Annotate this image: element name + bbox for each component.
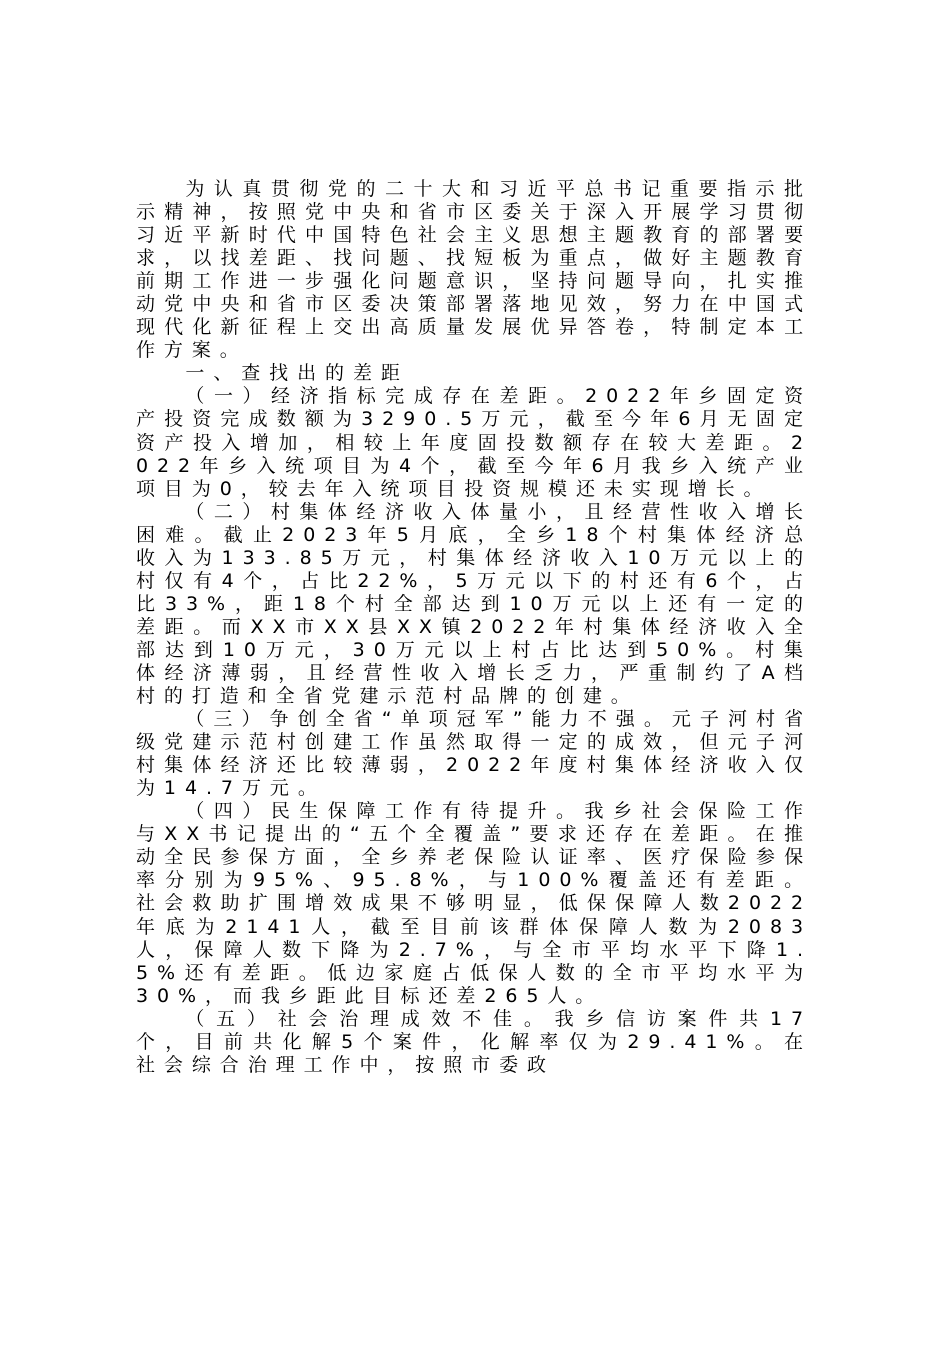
paragraph-single-champion: （三）争创全省“单项冠军”能力不强。元子河村省级党建示范村创建工作虽然取得一定的成效，但元子河村集体经济还比较薄弱，2022年度村集体经济收入仅为14.7万元。: [136, 708, 812, 800]
paragraph-economic-indicators: （一）经济指标完成存在差距。2022年乡固定资产投资完成数额为3290.5万元，截至今年6月无固定资产投入增加，相较上年度固投数额存在较大差距。2022年乡入统项目为4个，截至今年6月我乡入统产业项目为0，较去年入统项目投资规模还未实现增长。: [136, 385, 812, 500]
section-heading: 一、查找出的差距: [185, 362, 409, 385]
intro-paragraph: 为认真贯彻党的二十大和习近平总书记重要指示批示精神，按照党中央和省市区委关于深入开展学习贯彻习近平新时代中国特色社会主义思想主题教育的部署要求，以找差距、找问题、找短板为重点，做好主题教育前期工作进一步强化问题意识，坚持问题导向，扎实推动党中央和省市区委决策部署落地见效，努力在中国式现代化新征程上交出高质量发展优异答卷，特制定本工作方案。: [136, 178, 812, 362]
paragraph-village-economy: （二）村集体经济收入体量小，且经营性收入增长困难。截止2023年5月底，全乡18个村集体经济总收入为133.85万元，村集体经济收入10万元以上的村仅有4个，占比22%，5万元以下的村还有6个，占比33%，距18个村全部达到10万元以上还有一定的差距。而XX市XX县XX镇2022年村集体经济收入全部达到10万元，30万元以上村占比达到50%。村集体经济薄弱，且经营性收入增长乏力，严重制约了A档村的打造和全省党建示范村品牌的创建。: [136, 500, 812, 708]
document-body: [136, 178, 812, 1077]
paragraph-livelihood: （四）民生保障工作有待提升。我乡社会保险工作与XX书记提出的“五个全覆盖”要求还存在差距。在推动全民参保方面，全乡养老保险认证率、医疗保险参保率分别为95%、95.8%，与100%覆盖还有差距。社会救助扩围增效成果不够明显，低保保障人数2022年底为2141人，截至目前该群体保障人数为2083人，保障人数下降为2.7%，与全市平均水平下降1.5%还有差距。低边家庭占低保人数的全市平均水平为30%，而我乡距此目标还差265人。: [136, 800, 812, 1007]
paragraph-social-governance: （五）社会治理成效不佳。我乡信访案件共17个，目前共化解5个案件，化解率仅为29.41%。在社会综合治理工作中，按照市委政: [136, 1007, 812, 1076]
